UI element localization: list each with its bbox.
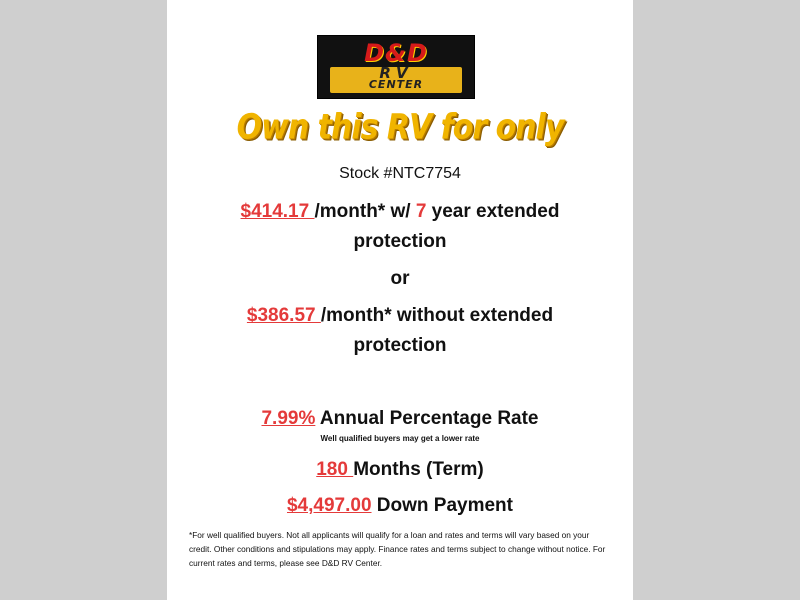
offer2-amount: $386.57 xyxy=(246,305,321,326)
apr-value: 7.99% xyxy=(261,408,316,429)
term-label: Months (Term) xyxy=(353,459,484,480)
down-label: Down Payment xyxy=(371,495,513,516)
flyer-sheet xyxy=(167,0,633,600)
offer1-line xyxy=(167,196,633,227)
apr-label: Annual Percentage Rate xyxy=(315,408,539,429)
logo-line3: CENTER xyxy=(368,78,424,91)
headline: Own this RV for only xyxy=(236,107,564,148)
offer1-amount: $414.17 xyxy=(240,201,315,222)
term-line xyxy=(167,454,633,485)
disclaimer: *For well qualified buyers. Not all applicants will qualify for a loan and rates and terms will vary based on your credit. Other conditions and stipulations may apply. Finance rates and terms subject to change without notice. For current rates and terms, please see D&D RV Center. xyxy=(189,530,606,568)
dealer-logo xyxy=(317,35,475,99)
offer2-text: /month* without extended xyxy=(320,305,554,326)
or-separator: or xyxy=(390,268,410,289)
offer1-line2: protection xyxy=(353,231,447,252)
down-payment-line xyxy=(167,490,633,521)
apr-line xyxy=(167,403,633,434)
stock-number: Stock #NTC7754 xyxy=(339,165,461,182)
offer1-text-a: /month* w/ xyxy=(314,201,416,222)
apr-note: Well qualified buyers may get a lower rate xyxy=(320,434,480,443)
logo-line1: D&D xyxy=(364,39,428,67)
offer2-line2: protection xyxy=(353,335,447,356)
offer2-line xyxy=(167,300,633,331)
logo-line2: RV xyxy=(379,64,413,82)
offer1-years: 7 xyxy=(415,201,427,222)
offer1-text-b: year extended xyxy=(426,201,560,222)
term-value: 180 xyxy=(316,459,354,480)
down-value: $4,497.00 xyxy=(286,495,372,516)
